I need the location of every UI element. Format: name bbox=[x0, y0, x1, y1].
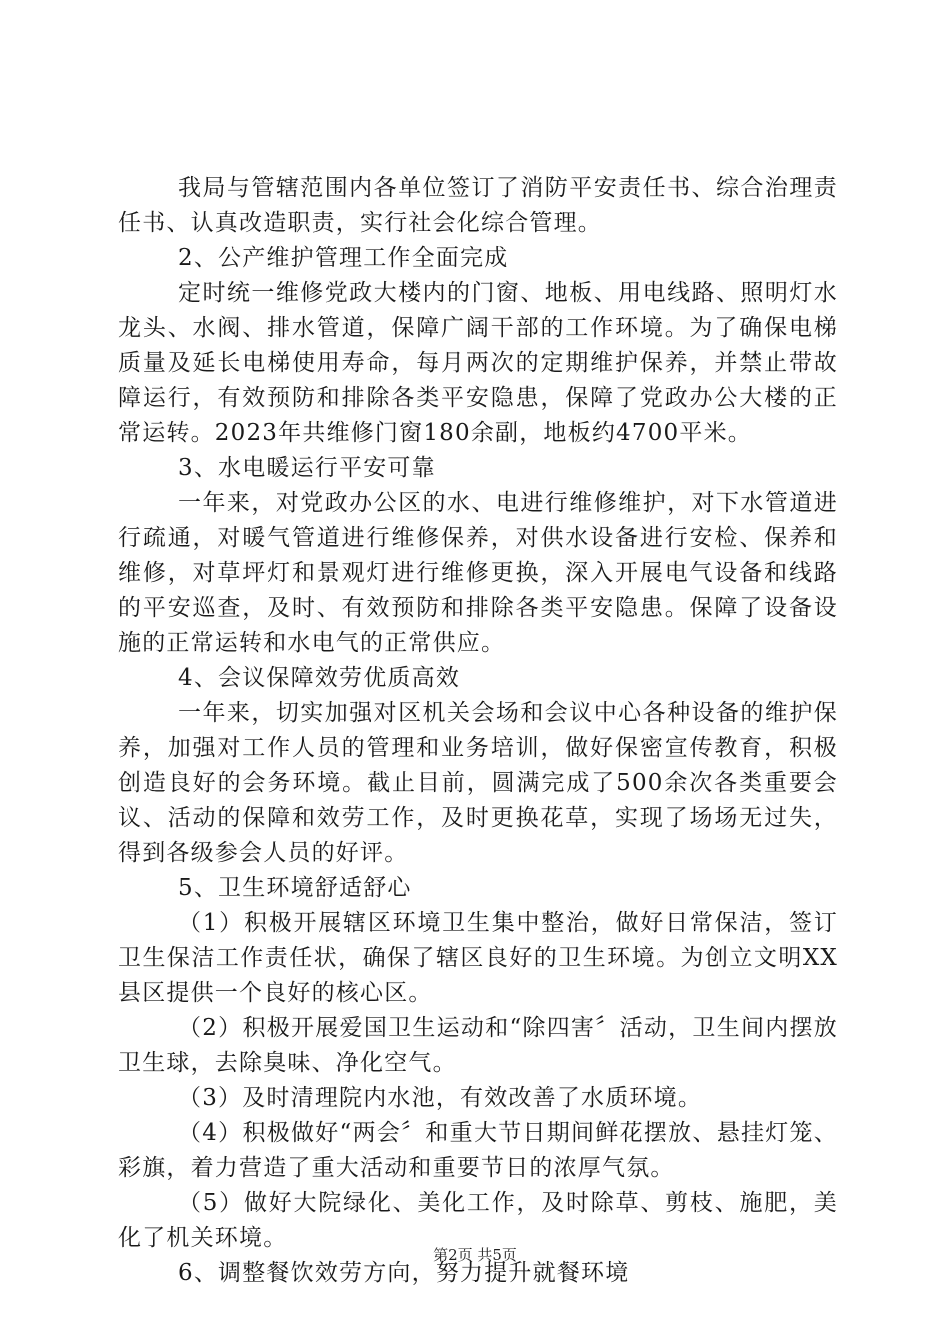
paragraph-meeting-support: 一年来，切实加强对区机关会场和会议中心各种设备的维护保养，加强对工作人员的管理和业务培训，做好保密宣传教育，积极创造良好的会务环境。截止目前，圆满完成了500余次各类重要会议、活动的保障和效劳工作，及时更换花草，实现了场场无过失，得到各级参会人员的好评。 bbox=[118, 700, 838, 866]
heading-sanitation: 5、卫生环境舒适舒心 bbox=[178, 875, 412, 901]
sanitation-item-5: （5）做好大院绿化、美化工作，及时除草、剪枝、施肥，美化了机关环境。 bbox=[118, 1190, 838, 1251]
heading-utilities: 3、水电暖运行平安可靠 bbox=[178, 455, 436, 481]
sanitation-item-2: （2）积极开展爱国卫生运动和“除四害〞活动，卫生间内摆放卫生球，去除臭味、净化空气。 bbox=[118, 1015, 838, 1076]
heading-meeting-support: 4、会议保障效劳优质高效 bbox=[178, 665, 461, 691]
sanitation-item-4: （4）积极做好“两会〞和重大节日期间鲜花摆放、悬挂灯笼、彩旗，着力营造了重大活动和重要节日的浓厚气氛。 bbox=[118, 1120, 838, 1181]
heading-catering: 6、调整餐饮效劳方向，努力提升就餐环境 bbox=[178, 1260, 630, 1286]
paragraph-property-maintenance: 定时统一维修党政大楼内的门窗、地板、用电线路、照明灯水龙头、水阀、排水管道，保障广阔干部的工作环境。为了确保电梯质量及延长电梯使用寿命，每月两次的定期维护保养，并禁止带故障运行，有效预防和排除各类平安隐患，保障了党政办公大楼的正常运转。2023年共维修门窗180余副，地板约4700平米。 bbox=[118, 280, 838, 446]
document-body bbox=[118, 171, 838, 1291]
paragraph-responsibility: 我局与管辖范围内各单位签订了消防平安责任书、综合治理责任书、认真改造职责，实行社会化综合管理。 bbox=[118, 175, 838, 236]
paragraph-utilities: 一年来，对党政办公区的水、电进行维修维护，对下水管道进行疏通，对暖气管道进行维修保养，对供水设备进行安检、保养和维修，对草坪灯和景观灯进行维修更换，深入开展电气设备和线路的平安巡查，及时、有效预防和排除各类平安隐患。保障了设备设施的正常运转和水电气的正常供应。 bbox=[118, 490, 838, 656]
sanitation-item-3: （3）及时清理院内水池，有效改善了水质环境。 bbox=[178, 1085, 703, 1111]
sanitation-item-1: （1）积极开展辖区环境卫生集中整治，做好日常保洁，签订卫生保洁工作责任状，确保了辖区良好的卫生环境。为创立文明XX县区提供一个良好的核心区。 bbox=[118, 910, 838, 1006]
heading-property-maintenance: 2、公产维护管理工作全面完成 bbox=[178, 245, 509, 271]
page-number-footer: 第2页 共5页 bbox=[433, 1246, 517, 1264]
